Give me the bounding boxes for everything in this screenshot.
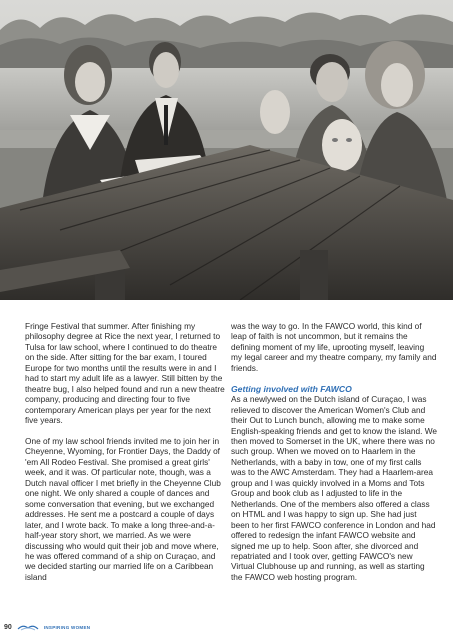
hero-photo xyxy=(0,0,453,300)
page-footer xyxy=(4,620,90,634)
fawco-logo-icon xyxy=(17,623,39,631)
paragraph: was the way to go. In the FAWCO world, this kind of leap of faith is not uncommon, but it remains the defining moment of my life, uprooting myself, leaving my legal career and my theatre company, my family and friends. xyxy=(231,321,437,373)
right-column xyxy=(231,321,437,593)
left-column xyxy=(25,321,226,593)
section-heading: Getting involved with FAWCO xyxy=(231,383,352,394)
paragraph: One of my law school friends invited me to join her in Cheyenne, Wyoming, for Frontier Days, the Daddy of 'em All Rodeo Festival. She promised a great girls' week, and it was. Of particular note, though, was a Dutch naval officer I met briefly in the Cheyenne Club one night. We only shared a couple of dances and some conversation that evening, but we exchanged addresses. He sent me a postcard a couple of days later, and I wrote back. To make a long three-and-a-half-year story short, we married. As we were discussing who would quit their job and move where, he was offered command of a ship on Curaçao, and we decided starting our married life on a Caribbean island xyxy=(25,435,221,582)
page-number: 90 xyxy=(4,623,12,631)
paragraph: As a newlywed on the Dutch island of Curaçao, I was relieved to discover the American Women's Club and their Out to Lunch bunch, allowing me to make some English-speaking friends and get to know the island. We then moved to Somerset in the UK, where there was no such group. When we moved on to Haarlem in the Netherlands, with a baby in tow, one of my first calls was to the AWC Amsterdam. They had a Haarlem-area group and I was quickly involved in a Moms and Tots Group and book club as I adjusted to life in the Netherlands. One of the members also offered a class on HTML and I was happy to sign up. She had just been to her first FAWCO conference in London and had offered to redesign the infant FAWCO website and signed me up to help. Soon after, she divorced and repatriated and I took over, getting FAWCO's new Virtual Clubhouse up and running, as well as starting the FAWCO web hosting program. xyxy=(231,394,438,582)
paragraph: Fringe Festival that summer. After finishing my philosophy degree at Rice the next year, I returned to Tulsa for law school, where I continued to do theatre on the side. After sitting for the bar exam, I toured Europe for two months until the results were in and I had to start my adult life as a lawyer. Still bitten by the theatre bug, I also helped found and run a new theatre company, producing and directing four to five contemporary American plays per year for the next five years. xyxy=(25,321,225,426)
photo-illustration xyxy=(0,0,453,300)
publication-label: INSPIRING WOMEN xyxy=(43,624,91,630)
